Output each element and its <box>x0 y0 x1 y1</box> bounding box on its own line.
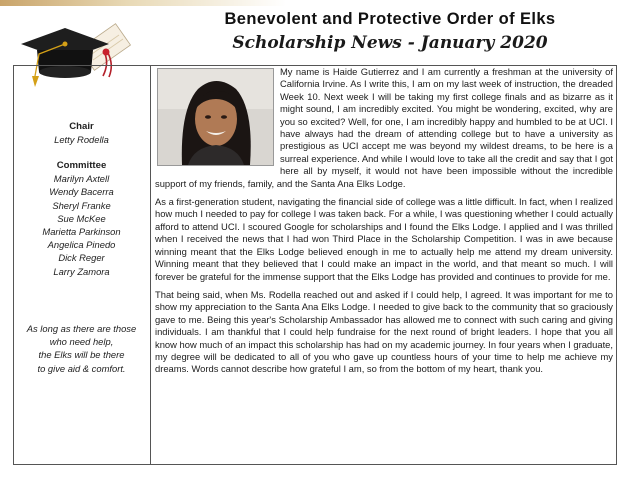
organization-title: Benevolent and Protective Order of Elks <box>224 10 556 28</box>
committee-member: Dick Reger <box>58 252 105 264</box>
committee-member: Sheryl Franke <box>52 199 111 211</box>
motto-line: who need help, <box>49 336 114 348</box>
article-paragraph: That being said, when Ms. Rodella reached out and asked if I could help, I agreed. It was important for me to show my appreciation to the Santa Ana Elks Lodge. I needed to give back to the community that so graciously gave to me. Being this year's Scholarship Ambassador has allowed me to connect with such caring and giving individuals. I am thankful that I could help fundraise for the next round of bright leaders. I hope that you all know how much of an impact this scholarship has had on my academic journey. In four years when I graduate, my degree will be dedicated to all of you who gave up countless hours of your time to help me achieve my dreams. Words cannot describe how grateful I am, so from the bottom of my heart, thank you. <box>155 288 613 375</box>
committee-member: Marietta Parkinson <box>42 226 121 238</box>
committee-heading: Committee <box>56 160 107 171</box>
committee-section <box>14 159 149 278</box>
top-decorative-strip <box>0 0 636 6</box>
motto-line: the Elks will be there <box>38 349 125 361</box>
chair-section <box>14 120 149 146</box>
newsletter-title: Scholarship News - January 2020 <box>232 33 548 53</box>
committee-member: Wendy Bacerra <box>49 186 114 198</box>
motto-line: to give aid & comfort. <box>37 362 126 374</box>
elks-motto <box>14 322 149 375</box>
column-divider <box>150 65 151 465</box>
chair-name: Letty Rodella <box>54 134 109 146</box>
committee-member: Angelica Pinedo <box>47 239 116 251</box>
scholarship-article <box>155 66 613 382</box>
committee-member: Sue McKee <box>57 212 106 224</box>
article-paragraph: My name is Haide Gutierrez and I am currently a freshman at the university of California Irvine. As I write this, I am on my last week of instruction, the dreaded Week 10. Next week I will be taking my first college finals and as bizarre as it might sound, I am incredibly excited. You might be wondering, excited, why are you so excited? Well, for one, I am incredibly happy and humbled to be at UCI. I have always had the dream of attending college but to have a university as prestigious as UCI accept me was beyond my wildest dreams, to be here is a surreal experience. And while I would love to take all the credit and say that I got here all by myself, it would not have been impossible without the incredible support of my friends, family, and the Santa Ana Elks Lodge. <box>155 66 614 189</box>
chair-heading: Chair <box>69 121 94 132</box>
student-portrait-photo <box>157 68 274 166</box>
article-paragraph: As a first-generation student, navigating the financial side of college was a little difficult. In fact, when I realized how much I needed to pay for college I was taken back. For a while, I was questioning whether I could actually afford to attend UCI. I scoured Google for scholarships and I found the Elks Lodge. I applied and I was thrilled when I received the news that I had won Third Place in the Scholarship Competition. I was in awe because winning meant that the Elks Lodge believed enough in me to actually help me attend my dream university. Winning meant that they believed that I could make an impact in the world, and that meant so much. I will forever be grateful for the immense support that the Elks Lodge has provided and continues to provide for me. <box>155 196 613 282</box>
motto-line: As long as there are those <box>26 323 137 334</box>
committee-member: Marilyn Axtell <box>53 173 110 185</box>
committee-member: Larry Zamora <box>53 265 110 277</box>
